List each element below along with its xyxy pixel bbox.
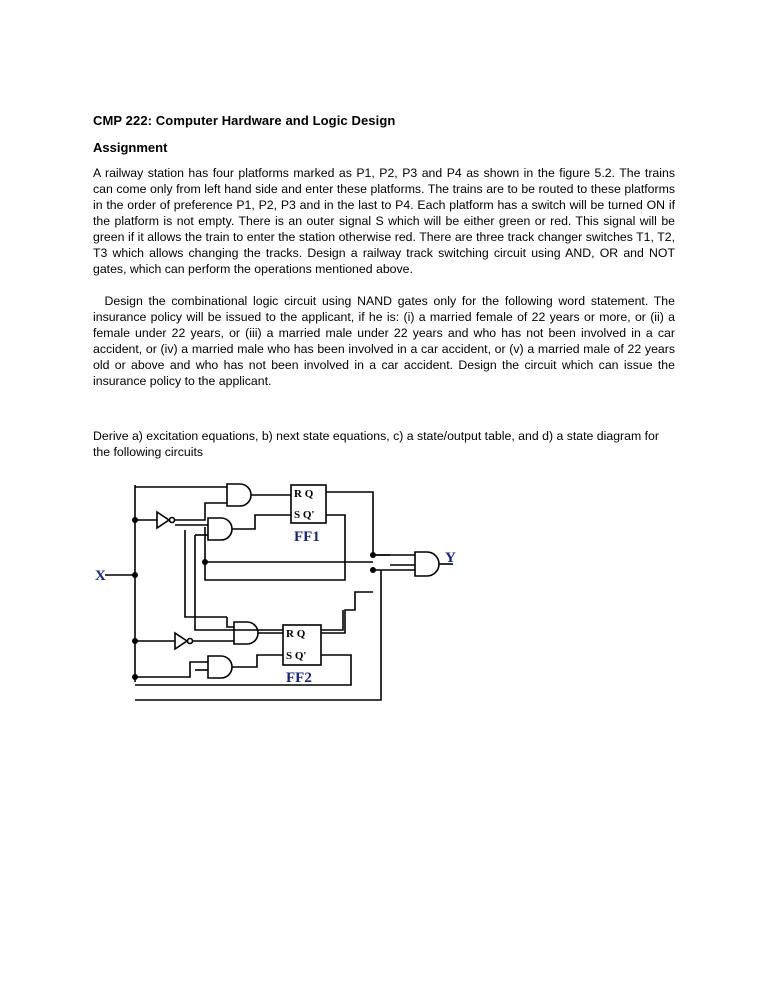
section-heading: Assignment [93, 140, 168, 155]
ff1-label: FF1 [294, 529, 320, 545]
and-gate-output [415, 552, 439, 576]
inverter-2 [175, 633, 187, 649]
ff1-top-pins: R Q [294, 488, 314, 500]
x-input-label: X [95, 568, 106, 584]
and-gate-1 [227, 484, 251, 506]
and-gate-3 [234, 622, 258, 644]
y-output-label: Y [445, 550, 456, 566]
question-sequential: Derive a) excitation equations, b) next state equations, c) a state/output table, and d) a state diagram for the following circuits [93, 429, 659, 459]
question-insurance: Design the combinational logic circuit using NAND gates only for the following word statement. The insurance policy will be issued to the applicant, if he is: (i) a married female of 22 years or more, or (ii) a female under 22 years, or (iii) a married male under 22 years and who has not been involved in a car accident, or (iv) a married male who has been involved in a car accident, or (v) a married male of 22 years old or above and who has not been involved in a car accident. Design the circuit which can issue the insurance policy to the applicant. [93, 294, 679, 388]
ff2-label: FF2 [286, 670, 312, 686]
sequential-circuit-diagram [95, 470, 475, 710]
course-title: CMP 222: Computer Hardware and Logic Design [93, 113, 396, 128]
inverter-1 [157, 512, 169, 528]
and-gate-2 [208, 518, 232, 540]
question-railway: A railway station has four platforms marked as P1, P2, P3 and P4 as shown in the figure 5.2. The trains can come only from left hand side and enter these platforms. The trains are to be routed to these platforms in the order of preference P1, P2, P3 and in the last to P4. Each platform has a switch will be turned ON if the platform is not empty. There is an outer signal S which will be either green or red. This signal will be green if it allows the train to enter the station otherwise red. There are three track changer switches T1, T2, T3 which allows changing the tracks. Design a railway track switching circuit using AND, OR and NOT gates, which can perform the operations mentioned above. [93, 166, 675, 276]
ff1-bottom-pins: S Q' [294, 509, 315, 521]
and-gate-4 [208, 656, 232, 678]
ff2-bottom-pins: S Q' [286, 650, 307, 662]
ff2-top-pins: R Q [286, 628, 306, 640]
